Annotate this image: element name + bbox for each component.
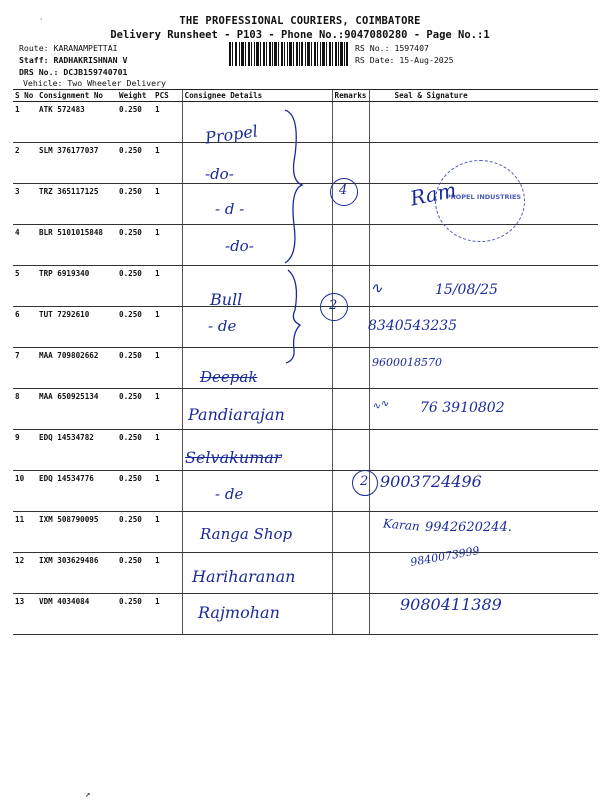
cell-remarks <box>332 553 369 594</box>
col-header-sno: S No <box>13 90 37 102</box>
stamp-text: PROPEL INDUSTRIES <box>446 193 522 201</box>
cell-sno: 4 <box>13 225 37 266</box>
handwritten-ditto-10: - de <box>215 485 244 503</box>
staff-line <box>19 55 127 65</box>
handwritten-consignee-8: Pandiarajan <box>188 405 285 424</box>
vehicle-value: Two Wheeler Delivery <box>67 78 166 88</box>
handwritten-consignee-12: Hariharanan <box>192 567 296 586</box>
cell-pcs: 1 <box>153 266 182 307</box>
cell-remarks <box>332 512 369 553</box>
handwritten-consignee-13: Rajmohan <box>198 603 280 622</box>
rs-date-line <box>355 55 454 65</box>
drs-label: DRS No.: <box>19 67 59 77</box>
table-header-row <box>13 90 598 102</box>
col-header-pcs: PCS <box>153 90 182 102</box>
cell-pcs: 1 <box>153 471 182 512</box>
staff-label: Staff: <box>19 55 49 65</box>
cell-consignment: TRZ 365117125 <box>37 184 117 225</box>
cell-weight: 0.250 <box>117 430 153 471</box>
drs-value: DCJB159740701 <box>63 67 128 77</box>
cell-weight: 0.250 <box>117 184 153 225</box>
cell-consignment: IXM 303629486 <box>37 553 117 594</box>
cell-remarks <box>332 348 369 389</box>
remark-circle <box>320 293 348 321</box>
cell-signature <box>369 553 598 594</box>
cell-pcs: 1 <box>153 184 182 225</box>
cell-signature <box>369 430 598 471</box>
cell-consignee <box>182 471 332 512</box>
remark-value-3: 2 <box>360 474 369 489</box>
rs-no-line <box>355 43 429 53</box>
cell-weight: 0.250 <box>117 389 153 430</box>
signature-phone-13: 9080411389 <box>400 595 502 614</box>
signature-scribble-8-icon: ∿∿ <box>370 398 390 413</box>
cell-weight: 0.250 <box>117 225 153 266</box>
cell-sno: 2 <box>13 143 37 184</box>
cell-sno: 13 <box>13 594 37 635</box>
rs-date-label: RS Date: <box>355 55 395 65</box>
remark-circle <box>352 470 378 496</box>
cell-weight: 0.250 <box>117 348 153 389</box>
cell-sno: 9 <box>13 430 37 471</box>
cell-weight: 0.250 <box>117 553 153 594</box>
cell-weight: 0.250 <box>117 471 153 512</box>
remark-circle <box>330 178 358 206</box>
cell-weight: 0.250 <box>117 594 153 635</box>
cell-consignment: MAA 650925134 <box>37 389 117 430</box>
route-line <box>19 43 118 53</box>
cell-pcs: 1 <box>153 594 182 635</box>
remark-value-1: 4 <box>339 183 348 198</box>
cell-remarks <box>332 594 369 635</box>
cell-consignment: TUT 7292610 <box>37 307 117 348</box>
cell-remarks <box>332 389 369 430</box>
page-title: THE PROFESSIONAL COURIERS, COIMBATORE <box>179 15 421 27</box>
table-row <box>13 471 598 512</box>
table-row <box>13 553 598 594</box>
cell-sno: 10 <box>13 471 37 512</box>
vehicle-label: Vehicle: <box>23 78 63 88</box>
cell-consignment: ATK 572483 <box>37 102 117 143</box>
signature-phone-12: 9840073999 <box>409 544 481 569</box>
vehicle-line <box>23 78 166 88</box>
handwritten-consignee-9: Selvakumar <box>185 448 282 467</box>
cell-consignment: TRP 6919340 <box>37 266 117 307</box>
signature-phone-8: 76 3910802 <box>420 400 505 416</box>
cell-consignment: BLR 5101015848 <box>37 225 117 266</box>
cell-pcs: 1 <box>153 143 182 184</box>
cell-sno: 1 <box>13 102 37 143</box>
cell-weight: 0.250 <box>117 143 153 184</box>
cell-consignment: IXM 508790095 <box>37 512 117 553</box>
rs-date-value: 15-Aug-2025 <box>399 55 454 65</box>
rs-no-value: 1597407 <box>394 43 429 53</box>
cell-sno: 8 <box>13 389 37 430</box>
table-row <box>13 594 598 635</box>
signature-date: 15/08/25 <box>435 282 498 298</box>
handwritten-consignee-11: Ranga Shop <box>200 525 293 543</box>
cell-pcs: 1 <box>153 348 182 389</box>
cell-pcs: 1 <box>153 225 182 266</box>
cell-sno: 12 <box>13 553 37 594</box>
cell-sno: 6 <box>13 307 37 348</box>
cell-remarks <box>332 143 369 184</box>
table-row <box>13 389 598 430</box>
signature-phone-6: 8340543235 <box>368 318 458 334</box>
cell-consignment: MAA 709802662 <box>37 348 117 389</box>
handwritten-ditto-3: - d - <box>215 200 245 218</box>
handwritten-bracket <box>280 105 310 365</box>
cell-remarks <box>332 225 369 266</box>
cell-weight: 0.250 <box>117 266 153 307</box>
col-header-consignment: Consignment No <box>37 90 117 102</box>
handwritten-consignee-7: Deepak <box>200 368 258 386</box>
signature-karan: Karan <box>382 516 421 534</box>
handwritten-consignee-1: Propel <box>203 121 259 148</box>
cell-sno: 5 <box>13 266 37 307</box>
cell-weight: 0.250 <box>117 307 153 348</box>
cell-signature <box>369 102 598 143</box>
cell-consignment: EDQ 14534776 <box>37 471 117 512</box>
cell-consignment: EDQ 14534782 <box>37 430 117 471</box>
route-value: KARANAMPETTAI <box>53 43 118 53</box>
table-row <box>13 430 598 471</box>
cell-pcs: 1 <box>153 389 182 430</box>
bottom-mark: ↗ <box>85 790 91 800</box>
staff-value: RADHAKRISHNAN V <box>53 55 128 65</box>
cell-sno: 3 <box>13 184 37 225</box>
handwritten-consignee-5: Bull <box>210 290 243 309</box>
cell-consignment: VDM 4034084 <box>37 594 117 635</box>
cell-pcs: 1 <box>153 430 182 471</box>
col-header-signature: Seal & Signature <box>369 90 598 102</box>
cell-remarks <box>332 430 369 471</box>
signature-phone-7: 9600018570 <box>372 356 442 369</box>
cell-pcs: 1 <box>153 102 182 143</box>
signature-phone-11: 9942620244. <box>425 520 512 535</box>
corner-mark: ' <box>39 17 44 25</box>
col-header-remarks: Remarks <box>332 90 369 102</box>
remark-value-2: 2 <box>329 298 338 313</box>
handwritten-ditto-4: -do- <box>225 237 254 255</box>
page-subtitle: Delivery Runsheet - P103 - Phone No.:9047080280 - Page No.:1 <box>110 29 490 41</box>
cell-sno: 11 <box>13 512 37 553</box>
cell-weight: 0.250 <box>117 102 153 143</box>
barcode-image <box>229 42 349 66</box>
signature-phone-10: 9003724496 <box>380 472 482 491</box>
col-header-weight: Weight <box>117 90 153 102</box>
cell-pcs: 1 <box>153 553 182 594</box>
handwritten-ditto-2: -do- <box>205 165 234 183</box>
col-header-consignee: Consignee Details <box>182 90 332 102</box>
cell-sno: 7 <box>13 348 37 389</box>
signature-scribble-icon: ∿ <box>370 279 383 297</box>
cell-pcs: 1 <box>153 307 182 348</box>
drs-line <box>19 67 127 77</box>
rs-no-label: RS No.: <box>355 43 390 53</box>
cell-consignment: SLM 376177037 <box>37 143 117 184</box>
cell-remarks <box>332 102 369 143</box>
handwritten-ditto-6: - de <box>208 317 237 335</box>
cell-weight: 0.250 <box>117 512 153 553</box>
route-label: Route: <box>19 43 49 53</box>
signature-ram: Ram <box>408 177 459 211</box>
cell-pcs: 1 <box>153 512 182 553</box>
